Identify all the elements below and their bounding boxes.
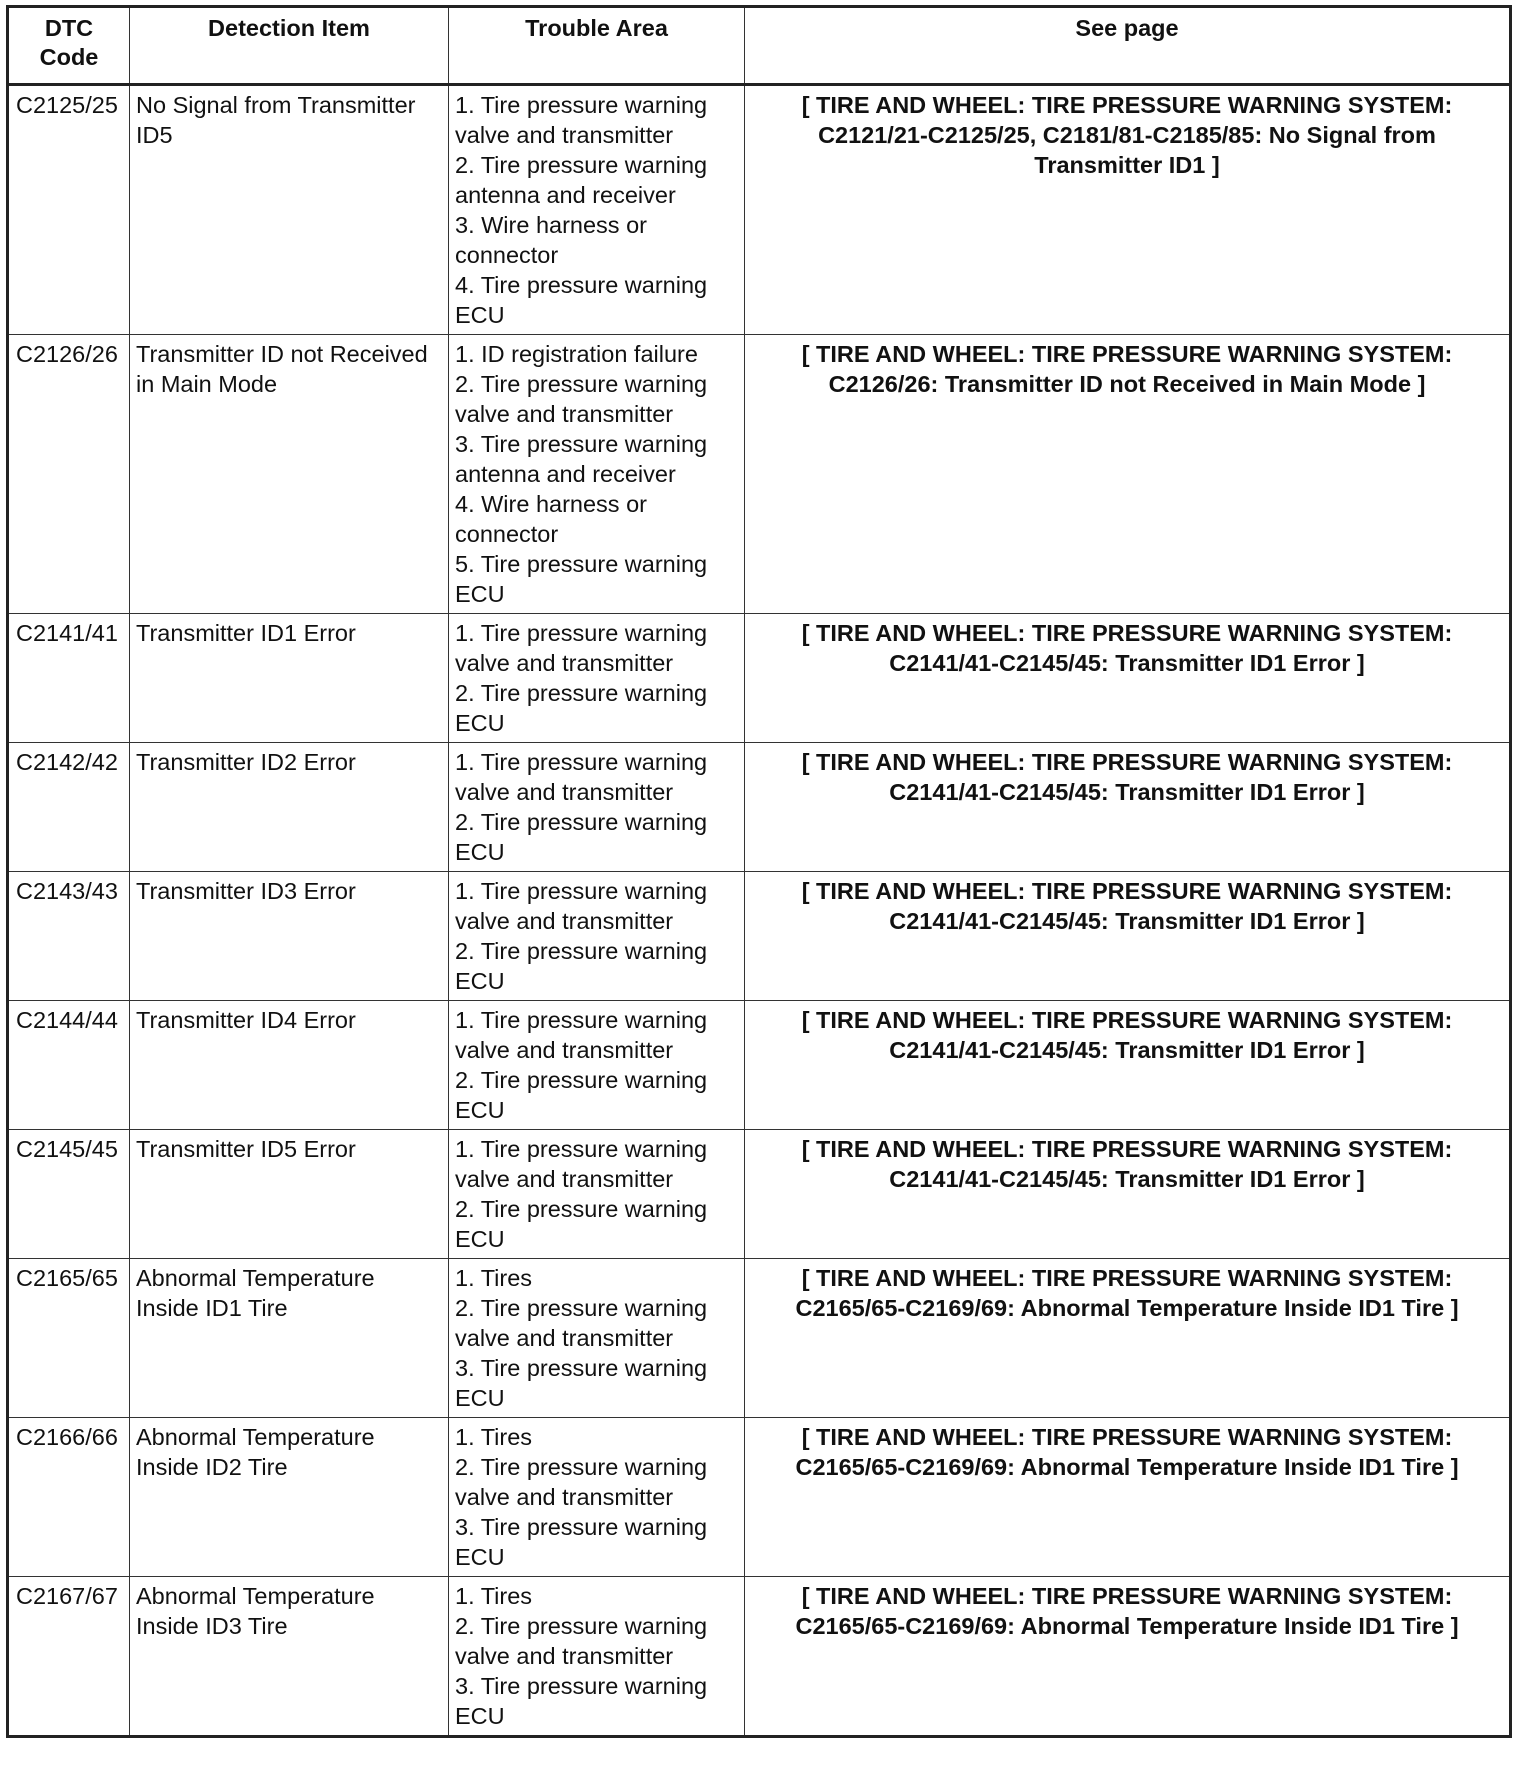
header-detection-item: Detection Item	[130, 7, 449, 85]
trouble-area-cell	[449, 743, 745, 872]
trouble-area-cell	[449, 1130, 745, 1259]
trouble-area-item: 5. Tire pressure warning ECU	[455, 551, 708, 607]
trouble-area-cell	[449, 872, 745, 1001]
header-trouble-area: Trouble Area	[449, 7, 745, 85]
dtc-code-cell: C2166/66	[8, 1418, 130, 1577]
trouble-area-item: 2. Tire pressure warning ECU	[455, 938, 708, 994]
table-row	[8, 1418, 1511, 1577]
trouble-area-item: 1. Tires	[455, 1424, 533, 1450]
detection-item-cell: Abnormal Temperature Inside ID3 Tire	[130, 1577, 449, 1737]
see-page-link[interactable]: [ TIRE AND WHEEL: TIRE PRESSURE WARNING SYSTEM: C2126/26: Transmitter ID not Received in Main Mode ]	[745, 335, 1511, 614]
dtc-code-cell: C2125/25	[8, 85, 130, 335]
dtc-code-cell: C2167/67	[8, 1577, 130, 1737]
dtc-code-cell: C2126/26	[8, 335, 130, 614]
table-row	[8, 85, 1511, 335]
see-page-link[interactable]: [ TIRE AND WHEEL: TIRE PRESSURE WARNING SYSTEM: C2141/41-C2145/45: Transmitter ID1 Error ]	[745, 1130, 1511, 1259]
trouble-area-item: 1. Tire pressure warning valve and transmitter	[455, 1136, 708, 1192]
header-see-page: See page	[745, 7, 1511, 85]
trouble-area-item: 2. Tire pressure warning ECU	[455, 680, 708, 736]
table-body	[8, 85, 1511, 1737]
trouble-area-item: 3. Tire pressure warning ECU	[455, 1355, 708, 1411]
trouble-area-item: 1. Tire pressure warning valve and transmitter	[455, 749, 708, 805]
trouble-area-item: 1. Tire pressure warning valve and transmitter	[455, 620, 708, 676]
see-page-link[interactable]: [ TIRE AND WHEEL: TIRE PRESSURE WARNING SYSTEM: C2141/41-C2145/45: Transmitter ID1 Error ]	[745, 743, 1511, 872]
trouble-area-cell	[449, 1259, 745, 1418]
trouble-area-item: 2. Tire pressure warning antenna and receiver	[455, 152, 708, 208]
trouble-area-item: 4. Tire pressure warning ECU	[455, 272, 708, 328]
table-row	[8, 1259, 1511, 1418]
detection-item-cell: Abnormal Temperature Inside ID1 Tire	[130, 1259, 449, 1418]
see-page-link[interactable]: [ TIRE AND WHEEL: TIRE PRESSURE WARNING SYSTEM: C2141/41-C2145/45: Transmitter ID1 Error ]	[745, 1001, 1511, 1130]
dtc-code-cell: C2143/43	[8, 872, 130, 1001]
trouble-area-item: 1. ID registration failure	[455, 341, 698, 367]
trouble-area-item: 2. Tire pressure warning valve and transmitter	[455, 1454, 708, 1510]
dtc-code-cell: C2144/44	[8, 1001, 130, 1130]
trouble-area-item: 2. Tire pressure warning valve and transmitter	[455, 1613, 708, 1669]
trouble-area-item: 3. Tire pressure warning ECU	[455, 1673, 708, 1729]
trouble-area-item: 4. Wire harness or connector	[455, 491, 647, 547]
table-row	[8, 1577, 1511, 1737]
detection-item-cell: Transmitter ID2 Error	[130, 743, 449, 872]
trouble-area-cell	[449, 335, 745, 614]
trouble-area-item: 3. Tire pressure warning ECU	[455, 1514, 708, 1570]
trouble-area-item: 1. Tire pressure warning valve and transmitter	[455, 878, 708, 934]
trouble-area-cell	[449, 1001, 745, 1130]
table-row	[8, 743, 1511, 872]
trouble-area-item: 3. Tire pressure warning antenna and receiver	[455, 431, 708, 487]
see-page-link[interactable]: [ TIRE AND WHEEL: TIRE PRESSURE WARNING SYSTEM: C2165/65-C2169/69: Abnormal Temperature Inside ID1 Tire ]	[745, 1418, 1511, 1577]
trouble-area-item: 1. Tires	[455, 1583, 533, 1609]
see-page-link[interactable]: [ TIRE AND WHEEL: TIRE PRESSURE WARNING SYSTEM: C2121/21-C2125/25, C2181/81-C2185/85: No Signal from Transmitter ID1 ]	[745, 85, 1511, 335]
trouble-area-item: 2. Tire pressure warning valve and transmitter	[455, 371, 708, 427]
table-row	[8, 1130, 1511, 1259]
see-page-link[interactable]: [ TIRE AND WHEEL: TIRE PRESSURE WARNING SYSTEM: C2141/41-C2145/45: Transmitter ID1 Error ]	[745, 614, 1511, 743]
trouble-area-cell	[449, 85, 745, 335]
dtc-table	[6, 5, 1512, 1738]
trouble-area-item: 3. Wire harness or connector	[455, 212, 647, 268]
header-dtc-code-line1: DTC	[44, 15, 94, 41]
trouble-area-item: 2. Tire pressure warning valve and transmitter	[455, 1295, 708, 1351]
table-row	[8, 872, 1511, 1001]
see-page-link[interactable]: [ TIRE AND WHEEL: TIRE PRESSURE WARNING SYSTEM: C2165/65-C2169/69: Abnormal Temperature Inside ID1 Tire ]	[745, 1577, 1511, 1737]
header-row	[8, 7, 1511, 85]
trouble-area-item: 2. Tire pressure warning ECU	[455, 1067, 708, 1123]
trouble-area-item: 2. Tire pressure warning ECU	[455, 1196, 708, 1252]
trouble-area-item: 2. Tire pressure warning ECU	[455, 809, 708, 865]
table-row	[8, 1001, 1511, 1130]
table-header	[8, 7, 1511, 85]
detection-item-cell: Transmitter ID5 Error	[130, 1130, 449, 1259]
detection-item-cell: Transmitter ID not Received in Main Mode	[130, 335, 449, 614]
detection-item-cell: No Signal from Transmitter ID5	[130, 85, 449, 335]
table-row	[8, 614, 1511, 743]
header-dtc-code	[8, 7, 130, 85]
detection-item-cell: Transmitter ID3 Error	[130, 872, 449, 1001]
table-row	[8, 335, 1511, 614]
dtc-code-cell: C2165/65	[8, 1259, 130, 1418]
trouble-area-item: 1. Tire pressure warning valve and transmitter	[455, 92, 708, 148]
trouble-area-cell	[449, 1577, 745, 1737]
trouble-area-item: 1. Tires	[455, 1265, 533, 1291]
detection-item-cell: Abnormal Temperature Inside ID2 Tire	[130, 1418, 449, 1577]
trouble-area-cell	[449, 1418, 745, 1577]
header-dtc-code-line2: Code	[39, 44, 99, 70]
dtc-code-cell: C2141/41	[8, 614, 130, 743]
dtc-code-cell: C2142/42	[8, 743, 130, 872]
see-page-link[interactable]: [ TIRE AND WHEEL: TIRE PRESSURE WARNING SYSTEM: C2141/41-C2145/45: Transmitter ID1 Error ]	[745, 872, 1511, 1001]
trouble-area-cell	[449, 614, 745, 743]
dtc-code-cell: C2145/45	[8, 1130, 130, 1259]
trouble-area-item: 1. Tire pressure warning valve and transmitter	[455, 1007, 708, 1063]
detection-item-cell: Transmitter ID4 Error	[130, 1001, 449, 1130]
detection-item-cell: Transmitter ID1 Error	[130, 614, 449, 743]
see-page-link[interactable]: [ TIRE AND WHEEL: TIRE PRESSURE WARNING SYSTEM: C2165/65-C2169/69: Abnormal Temperature Inside ID1 Tire ]	[745, 1259, 1511, 1418]
